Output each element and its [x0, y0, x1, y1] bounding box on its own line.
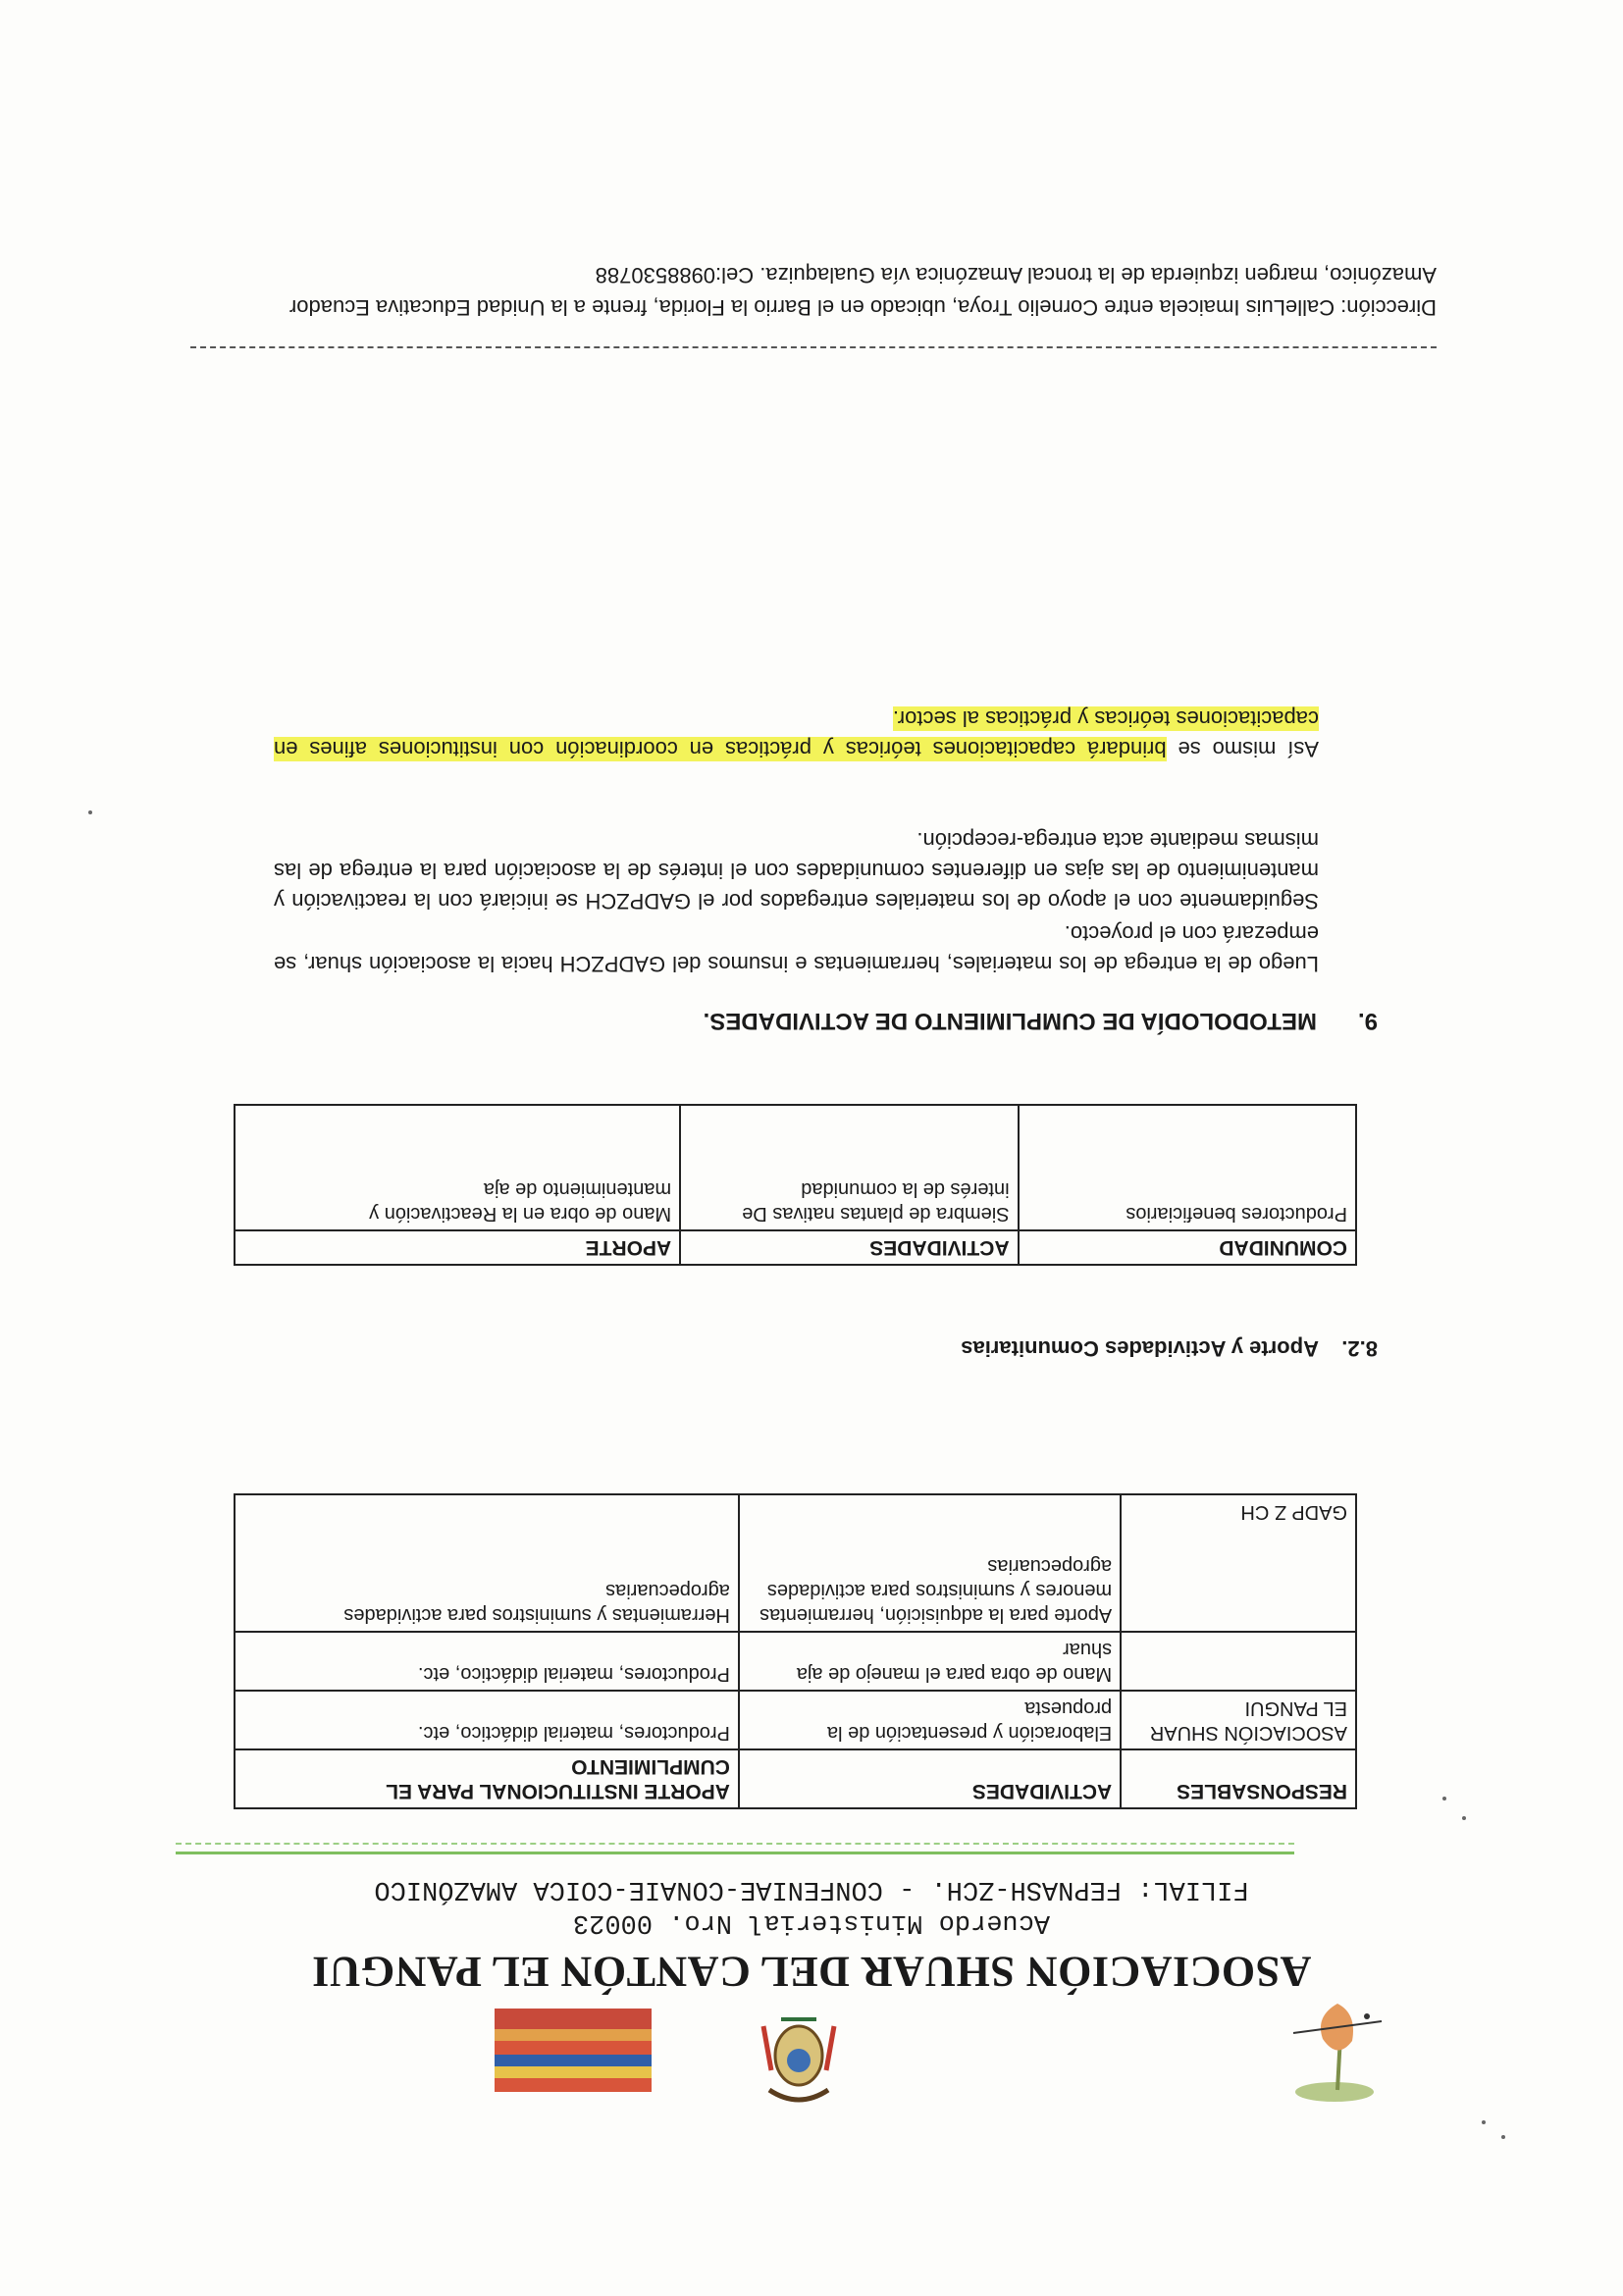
- header-divider: [176, 1852, 1294, 1854]
- paragraph-highlighted: [274, 704, 1319, 764]
- table-cell: Productores beneficiarios: [1019, 1105, 1356, 1230]
- paragraph: Luego de la entrega de los materiales, herramientas e insumos del GADPZCH hacia la asociación shuar, se empezará con el proyecto.: [274, 921, 1319, 976]
- responsibles-table: [234, 1493, 1357, 1809]
- column-header: APORTE INSTITUCIONAL PARA EL CUMPLIMIENTO: [235, 1749, 739, 1808]
- table-cell: Aporte para la adquisición, herramientas menores y suministros para actividades agropecuarias: [739, 1494, 1121, 1632]
- ministerial-agreement: Acuerdo Ministerial Nro. 00023: [572, 1907, 1051, 1937]
- table-row: [235, 1105, 1356, 1230]
- column-header: RESPONSABLES: [1121, 1749, 1356, 1808]
- header-divider-dashed: [176, 1843, 1294, 1845]
- table-cell: [1121, 1632, 1356, 1691]
- scan-speck: [1482, 2120, 1486, 2124]
- footer-divider: [190, 346, 1437, 348]
- scan-speck: [1501, 2135, 1505, 2139]
- table-cell: Herramientas y suministros para actividades agropecuarias: [235, 1494, 739, 1632]
- column-header: ACTIVIDADES: [680, 1230, 1018, 1265]
- table-cell: Siembra de plantas nativas De interés de la comunidad: [680, 1105, 1018, 1230]
- column-header: ACTIVIDADES: [739, 1749, 1121, 1808]
- organization-name: ASOCIACIÓN SHUAR DEL CANTÓN EL PANGUI: [311, 1948, 1312, 1996]
- table-cell: Productores, material didáctico, etc.: [235, 1632, 739, 1691]
- table-cell: Elaboración y presentación de la propuesta: [739, 1691, 1121, 1749]
- table-row: [235, 1494, 1356, 1632]
- section-number: 9.: [1357, 1008, 1378, 1034]
- highlighted-text: brindará capacitaciones teóricas y prácticas en coordinación con instituciones afines en capacitaciones teóricas y prácticas al sector.: [274, 706, 1319, 761]
- table-row: [235, 1632, 1356, 1691]
- section-title: Aporte y Actividades Comunitarias: [961, 1336, 1319, 1361]
- paragraph: Seguidamente con el apoyo de los materiales entregados por el GADPZCH se iniciará con la reactivación y mantenimiento de las ajas en diferentes comunidades con el interés de la asociación para la entrega de las mismas mediante acta entrega-recepción.: [274, 828, 1319, 913]
- table-cell: GADP Z CH: [1121, 1494, 1356, 1632]
- section-heading: [961, 1335, 1378, 1361]
- section-number: 8.2.: [1341, 1336, 1378, 1361]
- section-heading: [704, 1007, 1378, 1034]
- national-seal-icon: [759, 2007, 838, 2110]
- organization-affiliation: FILIAL: FEPNASH-ZCH. - CONFENIAE-CONAIE-COICA AMAZÓNICO: [374, 1874, 1249, 1904]
- table-header-row: [235, 1749, 1356, 1808]
- scan-speck: [88, 810, 92, 814]
- table-cell: Mano de obra para el manejo de aja shuar: [739, 1632, 1121, 1691]
- table-header-row: [235, 1230, 1356, 1265]
- paragraph-text: Así mismo se: [1166, 737, 1319, 761]
- table-cell: ASOCIACIÓN SHUAR EL PANGUI: [1121, 1691, 1356, 1749]
- scan-speck: [1442, 1797, 1446, 1800]
- plant-logo-icon: [1283, 1992, 1391, 2110]
- section-title: METODOLODÍA DE CUMPLIMIENTO DE ACTIVIDADES.: [703, 1008, 1317, 1034]
- table-row: [235, 1691, 1356, 1749]
- table-cell: Productores, material didáctico, etc.: [235, 1691, 739, 1749]
- community-table: [234, 1104, 1357, 1266]
- column-header: APORTE: [235, 1230, 680, 1265]
- table-cell: Mano de obra en la Reactivación y mantenimiento de aja: [235, 1105, 680, 1230]
- footer-address: Dirección: CalleLuis Imaicela entre Cornelio Troya, ubicado en el Barrio la Florida, frente a la Unidad Educativa Ecuador Amazónico, margen izquierda de la troncal Amazónica vía Gualaquiza. Cel:0988530788: [288, 263, 1437, 320]
- flag-banner-icon: [495, 2009, 652, 2092]
- scan-speck: [1462, 1816, 1466, 1820]
- column-header: COMUNIDAD: [1019, 1230, 1356, 1265]
